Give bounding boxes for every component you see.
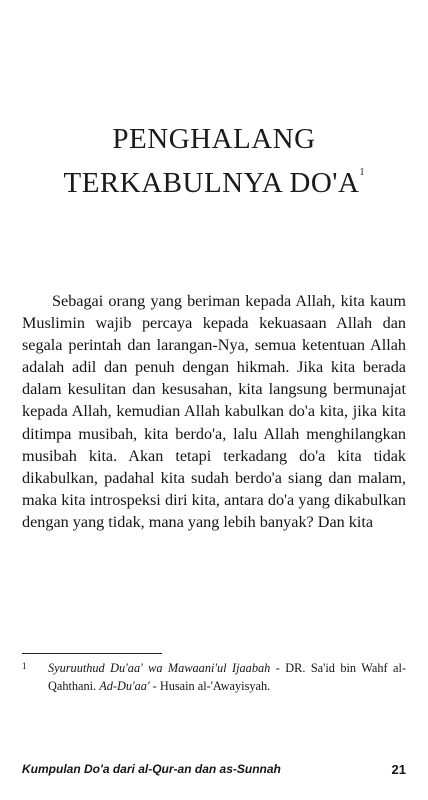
footnote-text: [48, 659, 406, 695]
page-number: 21: [391, 762, 406, 777]
chapter-title-line-2-text: TERKABULNYA DO'A: [63, 167, 360, 199]
footnote-body: [48, 659, 406, 695]
footnote-ref1-author: - DR. Sa'id bin Wahf al-Qahthani.: [48, 661, 406, 693]
body-paragraph: Sebagai orang yang beriman kepada Allah, kita kaum Muslimin wajib percaya kepada kekuasaan Allah dan segala perintah dan larangan-Nya, semua ketentuan Allah adalah adil dan penuh dengan hikmah. Jika kita berada dalam kesulitan dan kesusahan, kita langsung bermunajat kepada Allah, kemudian Allah kabulkan do'a kita, jika kita ditimpa musibah, kita berdo'a, lalu Allah menghilangkan musibah kita. Akan tetapi terkadang do'a kita tidak dikabulkan, padahal kita sudah berdo'a siang dan malam, maka kita introspeksi diri kita, antara do'a yang dikabulkan dengan yang tidak, mana yang lebih banyak? Dan kita: [22, 292, 406, 531]
page-footer: [22, 762, 406, 782]
chapter-title-line-2: [20, 156, 408, 200]
footnote-ref2-author: - Husain al-'Awayisyah.: [149, 679, 271, 693]
footnote: [22, 659, 406, 695]
footer-book-title: Kumpulan Do'a dari al-Qur-an dan as-Sunnah: [22, 762, 281, 776]
footnote-ref1-title: Syuruuthud Du'aa' wa Mawaani'ul Ijaabah: [48, 661, 271, 675]
chapter-title-line-1: PENGHALANG: [112, 123, 316, 155]
footnote-marker: 1: [359, 167, 365, 178]
footnote-divider: [22, 653, 162, 654]
footnote-number: 1: [22, 661, 27, 671]
footnote-ref2-title: Ad-Du'aa': [99, 679, 150, 693]
chapter-title: [20, 122, 408, 200]
